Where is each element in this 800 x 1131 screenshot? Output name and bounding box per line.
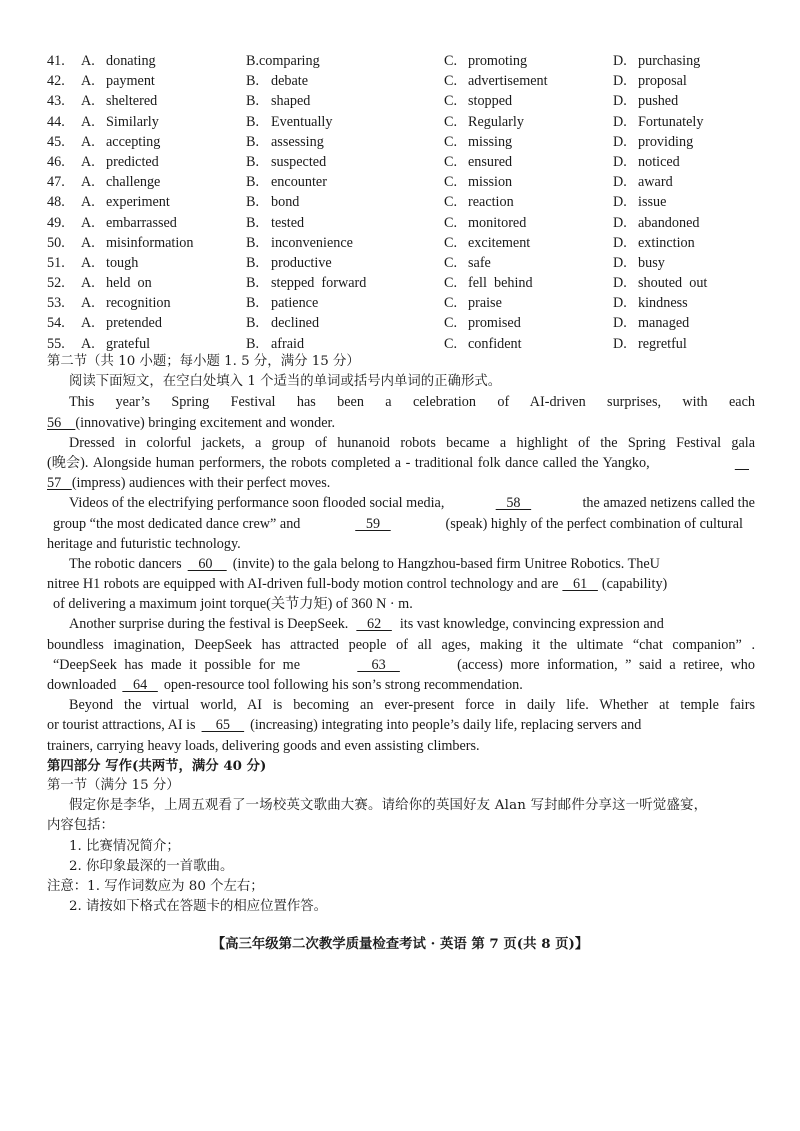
option-label-b: B. — [246, 153, 260, 170]
option-label-b: B. — [246, 315, 260, 332]
option-label-a: A. — [81, 53, 95, 69]
option-b[interactable]: comparing — [259, 53, 320, 69]
option-a[interactable]: held on — [106, 275, 152, 292]
section2-heading: 第二节（共 10 小题；每小题 1. 5 分，满分 15 分） — [47, 354, 360, 369]
option-label-c: C. — [444, 53, 458, 69]
question-number: 46. — [47, 153, 65, 170]
option-a[interactable]: embarrassed — [106, 214, 177, 231]
option-label-b: B. — [246, 174, 260, 191]
question-row — [47, 172, 767, 192]
option-label-d: D. — [613, 73, 627, 90]
option-label-b: B. — [246, 275, 260, 292]
option-b[interactable]: Eventually — [271, 113, 333, 130]
writing-point: 2. 你印象最深的一首歌曲。 — [69, 858, 234, 874]
passage-line: Dressed in colorful jackets, a group of hunanoid robots became a highlight of the Spring Festival gala — [69, 434, 755, 451]
notes-label: 注意： — [47, 878, 88, 894]
option-b[interactable]: patience — [271, 295, 319, 312]
option-label-a: A. — [81, 113, 95, 130]
writing-note — [47, 877, 755, 897]
question-row — [47, 213, 767, 233]
option-label-d: D. — [613, 174, 627, 191]
option-c[interactable]: reaction — [468, 194, 514, 211]
blank-56[interactable]: 56 — [47, 414, 76, 431]
question-number: 52. — [47, 275, 65, 292]
option-a[interactable]: donating — [106, 53, 156, 69]
option-c[interactable]: missing — [468, 133, 513, 150]
passage-text: “DeepSeek has made it possible for me — [53, 656, 300, 673]
option-c[interactable]: confident — [468, 335, 522, 352]
option-label-c: C. — [444, 275, 458, 292]
option-b[interactable]: encounter — [271, 174, 327, 191]
option-label-d: D. — [613, 275, 627, 292]
question-number: 48. — [47, 194, 65, 211]
passage-text: (innovative) bringing excitement and wonder. — [75, 414, 336, 431]
option-label-a: A. — [81, 234, 95, 251]
passage-text: (晚会). Alongside human performers, the robots completed a - traditional folk dance called the Yangko, — [47, 454, 650, 471]
option-label-d: D. — [613, 133, 627, 150]
option-c[interactable]: ensured — [468, 153, 513, 170]
option-label-d: D. — [613, 315, 627, 332]
writing-prompt-continued: 内容包括： — [47, 818, 114, 834]
passage-text: The robotic dancers — [69, 555, 182, 572]
question-number: 45. — [47, 133, 65, 150]
question-number: 43. — [47, 93, 65, 110]
option-a[interactable]: accepting — [106, 133, 161, 150]
option-label-a: A. — [81, 194, 95, 211]
option-d[interactable]: regretful — [638, 335, 687, 352]
passage-text: group “the most dedicated dance crew” and — [53, 515, 301, 532]
option-c[interactable]: mission — [468, 174, 513, 191]
blank-58[interactable]: 58 — [495, 495, 532, 512]
option-b[interactable]: assessing — [271, 133, 324, 150]
passage-line: This year’s Spring Festival has been a celebration of AI-driven surprises, with each — [69, 394, 755, 411]
option-a[interactable]: recognition — [106, 295, 171, 312]
option-label-d: D. — [613, 234, 627, 251]
question-row — [47, 253, 767, 273]
question-row — [47, 273, 767, 293]
option-d[interactable]: kindness — [638, 295, 688, 312]
question-number: 47. — [47, 174, 65, 191]
passage-text: Another surprise during the festival is DeepSeek. — [69, 616, 349, 633]
option-b[interactable]: afraid — [271, 335, 305, 352]
option-c[interactable]: promoting — [468, 53, 528, 69]
blank-62[interactable]: 62 — [356, 616, 392, 633]
option-d[interactable]: noticed — [638, 153, 680, 170]
question-row — [47, 192, 767, 212]
option-d[interactable]: issue — [638, 194, 667, 211]
option-c[interactable]: promised — [468, 315, 521, 332]
grammar-fill-section — [47, 352, 755, 917]
passage-text: or tourist attractions, AI is — [47, 717, 196, 734]
passage-text: (capability) — [601, 576, 668, 593]
passage-line: boundless imagination, DeepSeek has attracted people of all ages, making it the ultimate “chat companion” . — [47, 636, 755, 653]
option-c[interactable]: advertisement — [468, 73, 548, 90]
option-label-b: B. — [246, 214, 260, 231]
question-number: 54. — [47, 315, 65, 332]
option-c[interactable]: safe — [468, 254, 491, 271]
question-row — [47, 112, 767, 132]
part4-heading: 第四部分 写作(共两节，满分 40 分) — [47, 757, 267, 774]
note-item: 1. 写作词数应为 80 个左右； — [87, 878, 264, 894]
passage-line — [47, 554, 755, 574]
option-label-a: A. — [81, 295, 95, 312]
option-label-c: C. — [444, 194, 458, 211]
question-number: 42. — [47, 73, 65, 90]
question-row — [47, 334, 767, 354]
blank-64[interactable]: 64 — [122, 677, 158, 693]
blank-65[interactable]: 65 — [201, 717, 245, 734]
option-label-d: D. — [613, 335, 627, 352]
option-b[interactable]: stepped forward — [271, 275, 367, 292]
option-c[interactable]: fell behind — [468, 275, 533, 292]
passage-line — [47, 655, 755, 675]
option-b[interactable]: inconvenience — [271, 234, 353, 251]
question-row — [47, 293, 767, 313]
option-label-a: A. — [81, 73, 95, 90]
question-number: 49. — [47, 214, 65, 231]
writing-point: 1. 比赛情况简介； — [69, 838, 180, 854]
passage-text: (invite) to the gala belong to Hangzhou-based firm Unitree Robotics. TheU — [232, 555, 660, 572]
option-label-d: D. — [613, 153, 627, 170]
option-d[interactable]: providing — [638, 133, 694, 150]
section2-instruction: 阅读下面短文，在空白处填入 1 个适当的单词或括号内单词的正确形式。 — [69, 374, 502, 390]
option-label-c: C. — [444, 153, 458, 170]
option-label-c: C. — [444, 113, 458, 130]
question-number: 44. — [47, 113, 65, 130]
option-c[interactable]: monitored — [468, 214, 527, 231]
writing-prompt: 假定你是李华，上周五观看了一场校英文歌曲大赛。请给你的英国好友 Alan 写封邮件分享这一听觉盛宴， — [69, 798, 708, 814]
passage-line: heritage and futuristic technology. — [47, 535, 241, 552]
option-label-a: A. — [81, 275, 95, 292]
question-row — [47, 233, 767, 253]
passage-line: Beyond the virtual world, AI is becoming an ever-present force in daily life. Whether at temple fairs — [69, 697, 755, 714]
option-a[interactable]: pretended — [106, 315, 162, 332]
passage-line — [47, 453, 755, 473]
option-b[interactable]: suspected — [271, 153, 327, 170]
question-row — [47, 91, 767, 111]
option-label-c: C. — [444, 174, 458, 191]
option-b[interactable]: shaped — [271, 93, 311, 110]
option-label-b: B. — [246, 194, 260, 211]
option-a[interactable]: payment — [106, 73, 155, 90]
option-label-d: D. — [613, 214, 627, 231]
passage-line: of delivering a maximum joint torque(关节力矩) of 360 N · m. — [53, 596, 413, 613]
option-label-c: C. — [444, 133, 458, 150]
option-c[interactable]: praise — [468, 295, 502, 312]
option-b[interactable]: tested — [271, 214, 305, 231]
passage-text: open-resource tool following his son’s strong recommendation. — [163, 677, 523, 693]
option-label-d: D. — [613, 113, 627, 130]
cloze-options-list — [47, 51, 767, 354]
option-label-d: D. — [613, 93, 627, 110]
option-label-a: A. — [81, 315, 95, 332]
part4-section1-heading: 第一节（满分 15 分） — [47, 777, 180, 793]
passage-text: downloaded — [47, 677, 117, 693]
option-label-b: B. — [246, 93, 260, 110]
passage-line: trainers, carrying heavy loads, delivering goods and even assisting climbers. — [47, 737, 480, 754]
question-number: 50. — [47, 234, 65, 251]
blank-61[interactable]: 61 — [562, 576, 598, 593]
option-b[interactable]: productive — [271, 254, 332, 271]
passage-text: (speak) highly of the perfect combination of cultural — [445, 515, 743, 532]
passage-text: (impress) audiences with their perfect moves. — [71, 475, 331, 492]
option-label-c: C. — [444, 295, 458, 312]
option-c[interactable]: excitement — [468, 234, 531, 251]
passage-line — [47, 675, 755, 695]
question-row — [47, 71, 767, 91]
option-d[interactable]: proposal — [638, 73, 687, 90]
page-footer: 【高三年级第二次教学质量检查考试 · 英语 第 7 页(共 8 页)】 — [211, 936, 589, 952]
option-label-a: A. — [81, 153, 95, 170]
option-d[interactable]: Fortunately — [638, 113, 704, 130]
option-label-a: A. — [81, 214, 95, 231]
option-a[interactable]: misinformation — [106, 234, 194, 251]
option-label-d: D. — [613, 254, 627, 271]
option-label-b: B. — [246, 335, 260, 352]
option-d[interactable]: extinction — [638, 234, 695, 251]
option-d[interactable]: shouted out — [638, 275, 708, 292]
option-label-b: B. — [246, 53, 260, 69]
option-c[interactable]: Regularly — [468, 113, 524, 130]
option-label-d: D. — [613, 295, 627, 312]
blank-59[interactable]: 59 — [355, 515, 391, 532]
passage-line — [47, 614, 755, 634]
option-a[interactable]: grateful — [106, 335, 151, 352]
passage-text: Videos of the electrifying performance soon flooded social media, — [69, 495, 445, 512]
question-row — [47, 152, 767, 172]
writing-note: 2. 请按如下格式在答题卡的相应位置作答。 — [69, 899, 328, 915]
option-b[interactable]: bond — [271, 194, 300, 211]
question-row — [47, 313, 767, 333]
option-label-c: C. — [444, 214, 458, 231]
blank-57[interactable]: 57 — [47, 475, 72, 492]
option-label-b: B. — [246, 295, 260, 312]
passage-line — [47, 413, 755, 433]
option-label-b: B. — [246, 254, 260, 271]
option-label-a: A. — [81, 335, 95, 352]
option-label-c: C. — [444, 93, 458, 110]
passage-text: (access) more information, ” said a retiree, who — [457, 656, 755, 673]
option-label-a: A. — [81, 254, 95, 271]
passage-line — [47, 493, 755, 513]
option-c[interactable]: stopped — [468, 93, 513, 110]
passage-text: (increasing) integrating into people’s daily life, replacing servers and — [250, 717, 642, 734]
option-d[interactable]: busy — [638, 254, 665, 271]
option-label-b: B. — [246, 133, 260, 150]
option-label-a: A. — [81, 174, 95, 191]
passage-text: its vast knowledge, convincing expression and — [399, 616, 664, 633]
question-number: 53. — [47, 295, 65, 312]
blank-57-start[interactable] — [735, 453, 749, 473]
option-b[interactable]: declined — [271, 315, 320, 332]
passage-line — [47, 514, 755, 534]
option-label-c: C. — [444, 335, 458, 352]
option-label-c: C. — [444, 234, 458, 251]
passage-text: the amazed netizens called the — [582, 495, 755, 512]
question-number: 41. — [47, 53, 65, 69]
option-label-a: A. — [81, 133, 95, 150]
option-a[interactable]: experiment — [106, 194, 170, 211]
option-d[interactable]: award — [638, 174, 673, 191]
option-label-c: C. — [444, 73, 458, 90]
option-label-d: D. — [613, 53, 627, 69]
option-label-b: B. — [246, 73, 260, 90]
question-number: 51. — [47, 254, 65, 271]
question-number: 55. — [47, 335, 65, 352]
passage-line — [47, 473, 755, 493]
option-d[interactable]: abandoned — [638, 214, 700, 231]
blank-63[interactable]: 63 — [357, 656, 400, 673]
option-a[interactable]: sheltered — [106, 93, 158, 110]
option-a[interactable]: Similarly — [106, 113, 159, 130]
blank-60[interactable]: 60 — [187, 555, 227, 572]
option-label-d: D. — [613, 194, 627, 211]
option-a[interactable]: challenge — [106, 174, 161, 191]
option-label-a: A. — [81, 93, 95, 110]
option-b[interactable]: debate — [271, 73, 309, 90]
option-label-b: B. — [246, 234, 260, 251]
passage-text: nitree H1 robots are equipped with AI-driven full-body motion control technology and are — [47, 576, 559, 593]
question-row — [47, 132, 767, 152]
option-d[interactable]: managed — [638, 315, 690, 332]
question-row — [47, 51, 767, 71]
option-d[interactable]: pushed — [638, 93, 679, 110]
option-a[interactable]: tough — [106, 254, 139, 271]
option-label-c: C. — [444, 315, 458, 332]
option-label-c: C. — [444, 254, 458, 271]
option-d[interactable]: purchasing — [638, 53, 701, 69]
option-label-b: B. — [246, 113, 260, 130]
option-a[interactable]: predicted — [106, 153, 159, 170]
passage-line — [47, 715, 755, 735]
passage-line — [47, 574, 755, 594]
